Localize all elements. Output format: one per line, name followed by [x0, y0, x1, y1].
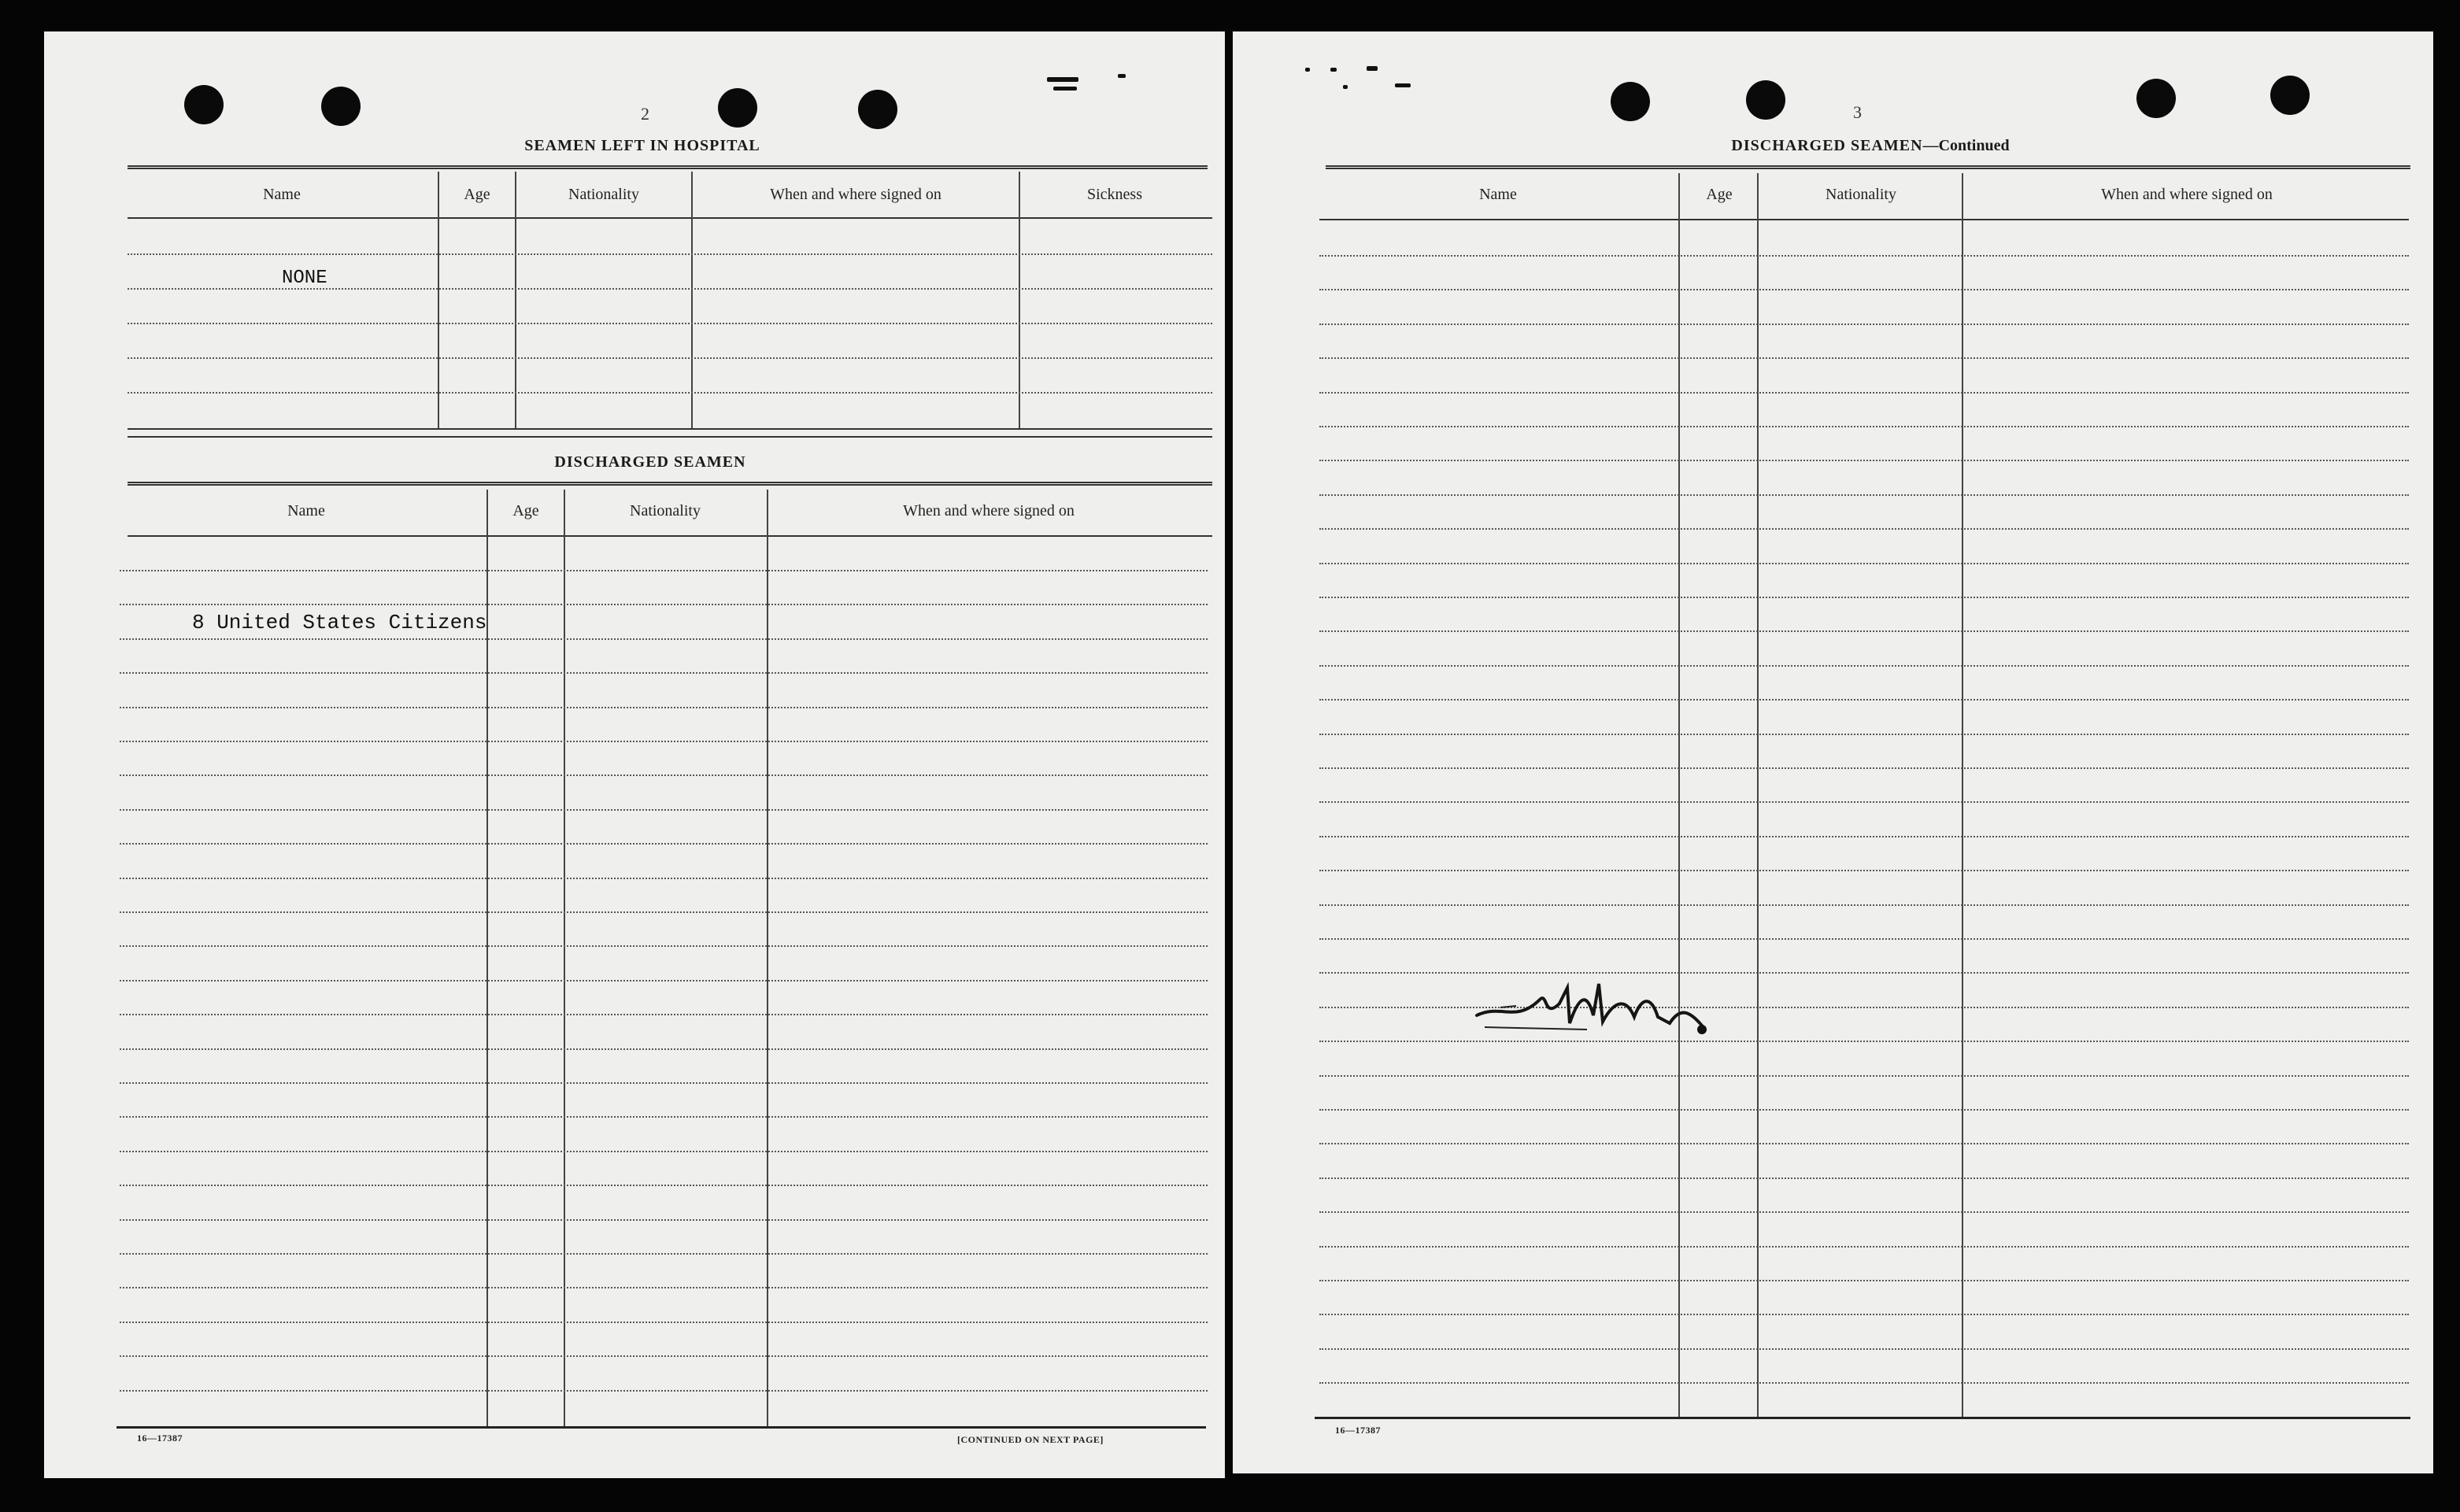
table-row-line [120, 707, 1208, 708]
table-row-line [1319, 1075, 2409, 1077]
table-row-line [1319, 563, 2409, 564]
hospital-col-sickness: Sickness [1087, 186, 1142, 203]
discharged-col-divider [564, 490, 565, 1426]
table-row-line [120, 638, 1208, 640]
continued-col-age: Age [1706, 186, 1733, 203]
table-row-line [1319, 528, 2409, 530]
table-row-line [120, 878, 1208, 879]
table-row-line [120, 911, 1208, 913]
ink-speck [1343, 85, 1348, 89]
page-number: 3 [1853, 102, 1862, 122]
ink-speck [1305, 68, 1310, 72]
table-row-line [1319, 699, 2409, 701]
ink-speck [1330, 68, 1337, 72]
table-row-line [120, 604, 1208, 605]
ink-speck [1047, 77, 1078, 82]
discharged-section-title: DISCHARGED SEAMEN [554, 453, 746, 471]
ink-speck [1367, 66, 1378, 71]
hospital-top-rule [128, 165, 1208, 169]
table-row-line [1319, 1246, 2409, 1248]
hospital-col-divider [691, 172, 693, 428]
continued-col-divider [1757, 173, 1759, 1417]
table-row-line [1319, 904, 2409, 906]
table-row-line [120, 570, 1208, 571]
discharged-col-age: Age [512, 502, 539, 519]
table-row-line [120, 1014, 1208, 1015]
hospital-col-divider [1019, 172, 1020, 428]
discharged-continued-subtitle: —Continued [1922, 137, 2010, 154]
hospital-col-signed-on: When and where signed on [770, 186, 941, 203]
table-row-line [120, 1355, 1208, 1357]
table-row-line [1319, 1211, 2409, 1213]
table-row-line [1319, 767, 2409, 769]
form-number: 16—17387 [137, 1433, 183, 1444]
table-row-line [1319, 734, 2409, 735]
hospital-row-line [128, 253, 1212, 255]
form-number: 16—17387 [1335, 1425, 1381, 1436]
table-row-line [120, 672, 1208, 674]
table-row-line [120, 1116, 1208, 1118]
table-row-line [120, 980, 1208, 982]
discharged-continued-title-main: DISCHARGED SEAMEN [1731, 137, 1923, 154]
discharged-col-name: Name [287, 502, 325, 519]
right-page [1233, 31, 2433, 1473]
table-row-line [1319, 426, 2409, 427]
table-row-line [1319, 1109, 2409, 1111]
discharged-top-rule [128, 482, 1212, 486]
table-row-line [1319, 630, 2409, 632]
continued-header-rule [1319, 219, 2409, 220]
table-row-line [1319, 323, 2409, 325]
left-page [44, 31, 1225, 1478]
hospital-col-divider [515, 172, 516, 428]
table-row-line [1319, 1382, 2409, 1384]
discharged-header-rule [128, 535, 1212, 537]
hospital-col-nationality: Nationality [568, 186, 639, 203]
table-row-line [1319, 870, 2409, 871]
table-row-line [120, 1048, 1208, 1050]
table-row-line [120, 1322, 1208, 1323]
discharged-col-nationality: Nationality [630, 502, 701, 519]
table-row-line [1319, 801, 2409, 803]
table-row-line [1319, 494, 2409, 496]
hospital-section-title: SEAMEN LEFT IN HOSPITAL [524, 137, 760, 154]
continued-col-divider [1962, 173, 1963, 1417]
table-row-line [1319, 357, 2409, 359]
hospital-col-name: Name [263, 186, 301, 203]
table-row-line [120, 1253, 1208, 1255]
ink-speck [1395, 83, 1411, 87]
signature-icon [1469, 960, 1721, 1047]
table-row-line [1319, 289, 2409, 290]
table-row-line [1319, 1143, 2409, 1144]
table-row-line [1319, 938, 2409, 940]
table-row-line [1319, 1348, 2409, 1350]
punch-hole-icon [2136, 79, 2176, 118]
punch-hole-icon [1611, 82, 1650, 121]
discharged-col-divider [767, 490, 768, 1426]
continued-col-divider [1678, 173, 1680, 1417]
continued-top-rule [1326, 165, 2410, 169]
table-row-line [1319, 1314, 2409, 1315]
continued-col-signed-on: When and where signed on [2101, 186, 2273, 203]
table-row-line [120, 741, 1208, 742]
table-row-line [1319, 1177, 2409, 1179]
table-row-line [120, 1287, 1208, 1288]
punch-hole-icon [321, 87, 361, 126]
table-row-line [120, 1151, 1208, 1152]
continued-col-name: Name [1479, 186, 1517, 203]
table-row-line [1319, 1280, 2409, 1281]
table-row-line [120, 809, 1208, 811]
hospital-header-rule [128, 217, 1212, 219]
punch-hole-icon [858, 90, 897, 129]
table-row-line [120, 1390, 1208, 1392]
hospital-col-age: Age [464, 186, 490, 203]
page-number: 2 [641, 104, 649, 124]
hospital-bottom-rule [128, 428, 1212, 430]
hospital-entry-none: NONE [282, 268, 327, 289]
table-row-line [120, 1082, 1208, 1084]
table-row-line [1319, 597, 2409, 598]
ink-speck [1118, 74, 1126, 78]
table-row-line [120, 945, 1208, 947]
table-row-line [120, 843, 1208, 845]
ink-speck [1053, 87, 1077, 91]
table-row-line [1319, 255, 2409, 257]
punch-hole-icon [718, 88, 757, 128]
punch-hole-icon [2270, 76, 2310, 115]
table-row-line [1319, 392, 2409, 394]
table-row-line [1319, 665, 2409, 667]
table-row-line [120, 1219, 1208, 1221]
hospital-row-line [128, 323, 1212, 324]
continued-note: [CONTINUED ON NEXT PAGE] [957, 1434, 1104, 1445]
discharged-entry: 8 United States Citizens [192, 611, 487, 634]
discharged-title-rule [128, 436, 1212, 438]
hospital-row-line [128, 357, 1212, 359]
continued-col-nationality: Nationality [1826, 186, 1896, 203]
table-row-line [120, 774, 1208, 776]
hospital-col-divider [438, 172, 439, 428]
table-row-line [1319, 836, 2409, 837]
table-row-line [120, 1185, 1208, 1186]
discharged-continued-title [1626, 137, 2114, 155]
discharged-bottom-rule [117, 1426, 1206, 1429]
hospital-row-line [128, 392, 1212, 394]
table-row-line [1319, 460, 2409, 461]
punch-hole-icon [1746, 80, 1785, 120]
punch-hole-icon [184, 85, 224, 124]
continued-bottom-rule [1315, 1417, 2410, 1419]
discharged-col-signed-on: When and where signed on [903, 502, 1075, 519]
